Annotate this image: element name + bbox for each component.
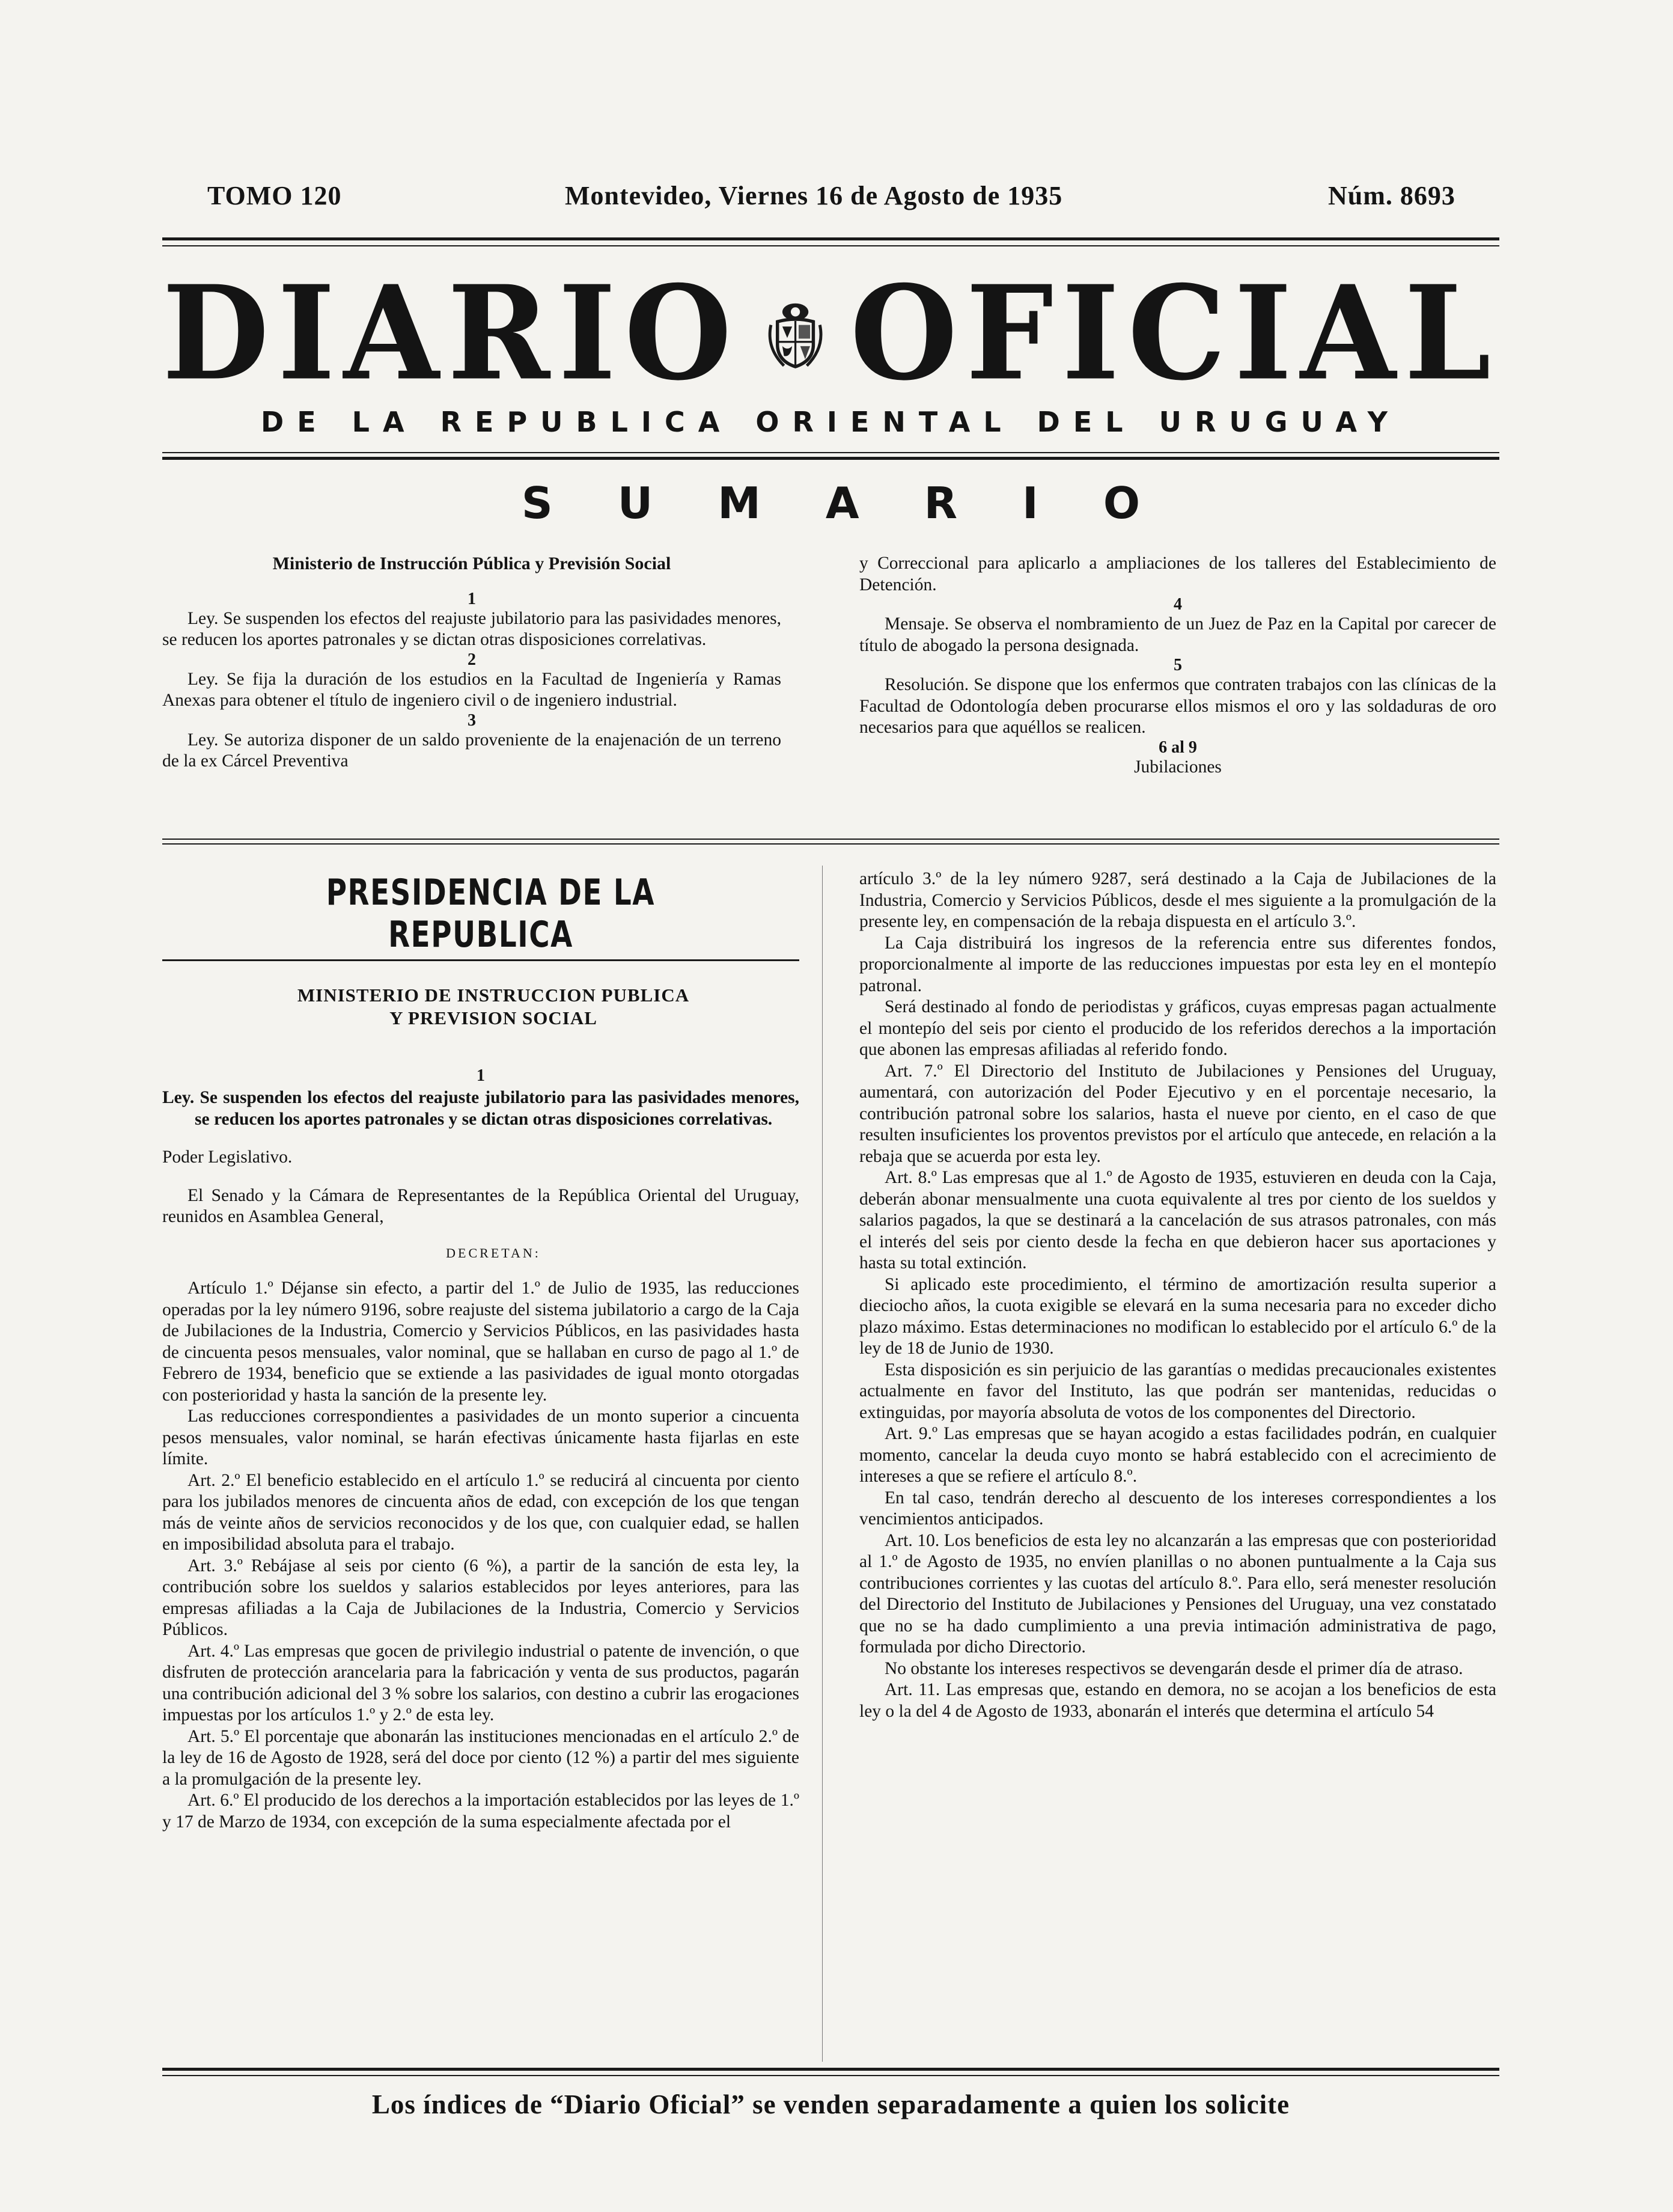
article-paragraph: Art. 9.º Las empresas que se hayan acogido a estas facilidades podrán, en cualquier momento, cancelar la deuda cuyo monto se habrá establecido con el acrecimiento de intereses a que se refiere el artículo 8.º. — [859, 1424, 1496, 1486]
main-right-column — [859, 869, 1496, 1722]
sumario-item: Resolución. Se dispone que los enfermos que contraten trabajos con las clínicas de la Facultad de Odontología deben procurarse ellos mismos el oro y las soldaduras de oro necesarios para que aquéllos se realicen. — [859, 675, 1496, 737]
sumario-left-column — [162, 553, 781, 772]
law-title-text: Se suspenden los efectos del reajuste jubilatorio para las pasividades menores, se reducen los aportes patronales y se dictan otras disposiciones correlativas. — [195, 1088, 800, 1129]
sumario-item: Jubilaciones — [1134, 757, 1222, 777]
masthead — [162, 257, 1499, 409]
article-paragraph: Art. 8.º Las empresas que al 1.º de Agosto de 1935, estuvieren en deuda con la Caja, deberán abonar mensualmente una cuota equivalente al tres por ciento de los sueldos y salarios pagados, la que se destinará a la cancelación de sus atrasos patronales, con más el interés del seis por ciento desde la fecha en que debieron hacer sus aportaciones y hasta su total extinción. — [859, 1168, 1496, 1273]
footer-rule — [162, 2068, 1499, 2071]
poder-legislativo: Poder Legislativo. — [162, 1147, 293, 1167]
sumario-item-continuation: y Correccional para aplicarlo a ampliaciones de los talleres del Establecimiento de Detención. — [859, 554, 1496, 594]
article-paragraph: Si aplicado este procedimiento, el término de amortización resulta superior a dieciocho años, la cuota exigible se elevará en la suma necesaria para no exceder dicho plazo máximo. Estas determinaciones no modifican lo establecido por el artículo 6.º de la ley de 18 de Junio de 1930. — [859, 1274, 1496, 1358]
article-paragraph: La Caja distribuirá los ingresos de la referencia entre sus diferentes fondos, proporcionalmente al importe de las reducciones impuestas por esta ley en el montepío patronal. — [859, 933, 1496, 995]
sumario-item: Ley. Se suspenden los efectos del reajuste jubilatorio para las pasividades menores, se reducen los aportes patronales y se dictan otras disposiciones correlativas. — [162, 608, 781, 649]
decretan: DECRETAN: — [446, 1245, 541, 1260]
article-paragraph: Será destinado al fondo de periodistas y gráficos, cuyas empresas pagan actualmente el montepío del seis por ciento el producido de los referidos derechos a la importación que abonen las empresas afiliadas al referido fondo. — [859, 997, 1496, 1059]
main-left-column — [162, 872, 799, 1833]
masthead-rule-thin — [162, 452, 1499, 453]
header-rule — [162, 237, 1499, 240]
article-paragraph: Las reducciones correspondientes a pasividades de un monto superior a cincuenta pesos mensuales, valor nominal, se harán efectivas únicamente hasta fijarlas en este límite. — [162, 1407, 799, 1468]
sumario-ministry: Ministerio de Instrucción Pública y Previsión Social — [272, 554, 671, 573]
article-paragraph: Artículo 1.º Déjanse sin efecto, a partir del 1.º de Julio de 1935, las reducciones operadas por la ley número 9196, sobre reajuste del sistema jubilatorio a cargo de la Caja de Jubilaciones de la Industria, Comercio y Servicios Públicos, en las pasividades hasta de cincuenta pesos mensuales, valor nominal, que se hallaban en curso de pago al 1.º de Febrero de 1934, beneficio que se extiende a las pasividades de igual monto otorgadas con posterioridad y hasta la sanción de la presente ley. — [162, 1279, 799, 1405]
article-paragraph: Art. 10. Los beneficios de esta ley no alcanzarán a las empresas que con posterioridad al 1.º de Agosto de 1935, no envíen planillas o no abonen puntualmente a la Caja sus contribuciones corrientes y las cuotas del artículo 8.º. Para ello, será menester resolución del Directorio del Instituto de Jubilaciones y Pensiones del Uruguay, una vez constatado que no se ha dado cumplimiento a una previa intimación administrativa de pago, formulada por dicho Directorio. — [859, 1530, 1496, 1657]
footer-notice: Los índices de “Diario Oficial” se venden separadamente a quien los solicite — [371, 2089, 1290, 2119]
section-title: PRESIDENCIA DE LA REPUBLICA — [326, 872, 656, 956]
article-paragraph: Art. 6.º El producido de los derechos a la importación establecidos por las leyes de 1.º y 17 de Marzo de 1934, con excepción de la suma especialmente afectada por el — [162, 1791, 799, 1832]
article-paragraph: Art. 4.º Las empresas que gocen de privilegio industrial o patente de invención, o que disfruten de protección arancelaria para la fabricación y venta de sus productos, pagarán una contribución adicional del 3 % sobre los salarios, con destino a cubrir las erogaciones impuestas por los artículos 1.º y 2.º de esta ley. — [162, 1641, 799, 1725]
sumario-title: SUMARIO — [521, 478, 1205, 528]
issue-number: Núm. 8693 — [1328, 181, 1455, 210]
volume-label: TOMO 120 — [207, 181, 342, 210]
article-paragraph: Art. 3.º Rebájase al seis por ciento (6 %), a partir de la sanción de esta ley, la contribución sobre los sueldos y salarios establecidos por leyes anteriores, para las empresas afiliadas a la Caja de Jubilaciones de la Industria, Comercio y Servicios Públicos. — [162, 1556, 799, 1639]
masthead-right-word: OFICIAL — [850, 257, 1499, 409]
article-paragraph: Art. 7.º El Directorio del Instituto de Jubilaciones y Pensiones del Uruguay, aumentará, con autorización del Poder Ejecutivo y en el porcentaje necesario, la contribución patronal sobre los salarios, hasta el nueve por ciento, en el caso de que resulten insuficientes los proventos previstos por el artículo que antecede, en relación a la rebaja que se acuerda por esta ley. — [859, 1061, 1496, 1166]
sumario-item-number: 4 — [1174, 595, 1182, 614]
sumario-item-number: 2 — [468, 650, 476, 669]
sumario-rule-thin — [162, 839, 1499, 840]
ministry-heading-line2: Y PREVISION SOCIAL — [389, 1007, 597, 1028]
article-paragraph: Esta disposición es sin perjuicio de las garantías o medidas precaucionales existentes actualmente en favor del Instituto, las que podrán ser mantenidas, reducidas o extinguidas, por mayoría absoluta de votos de los componentes del Directorio. — [859, 1360, 1496, 1422]
article-paragraph: En tal caso, tendrán derecho al descuento de los intereses correspondientes a los vencimientos anticipados. — [859, 1488, 1496, 1529]
header-rule-thin — [162, 245, 1499, 246]
masthead-rule — [162, 457, 1499, 460]
column-divider — [822, 866, 823, 2062]
sumario-item-number: 5 — [1174, 656, 1182, 674]
article-paragraph: Art. 5.º El porcentaje que abonarán las instituciones mencionadas en el artículo 2.º de la ley de 16 de Agosto de 1928, será del doce por ciento (12 %) a partir del mes siguiente a la promulgación de la presente ley. — [162, 1726, 799, 1789]
sumario-item: Mensaje. Se observa el nombramiento de un Juez de Paz en la Capital por carecer de título de abogado la persona designada. — [859, 614, 1496, 655]
section-title-rule — [162, 959, 799, 961]
sumario-rule — [162, 843, 1499, 845]
sumario-item: Ley. Se autoriza disponer de un saldo proveniente de la enajenación de un terreno de la ex Cárcel Preventiva — [162, 730, 781, 771]
article-paragraph: Art. 11. Las empresas que, estando en demora, no se acojan a los beneficios de esta ley o la del 4 de Agosto de 1933, abonarán el interés que determina el artículo 54 — [859, 1680, 1496, 1721]
article-paragraph: No obstante los intereses respectivos se devengarán desde el primer día de atraso. — [885, 1658, 1463, 1678]
sumario-right-column — [859, 553, 1496, 778]
article-paragraph: Art. 2.º El beneficio establecido en el artículo 1.º se reducirá al cincuenta por ciento para los jubilados menores de cincuenta años de edad, con excepción de los que tengan más de veinte años de servicios reconocidos y de los que, con cualquier edad, se hallen en imposibilidad absoluta para el trabajo. — [162, 1470, 799, 1554]
masthead-subtitle: DE LA REPUBLICA ORIENTAL DEL URUGUAY — [261, 406, 1401, 438]
sumario-item-number: 3 — [468, 710, 476, 730]
law-number: 1 — [477, 1066, 485, 1085]
article-paragraph: artículo 3.º de la ley número 9287, será destinado a la Caja de Jubilaciones de la Industria, Comercio y Servicios Públicos, desde el mes siguiente a la promulgación de la presente ley, en compensación de la rebaja dispuesta en el artículo 3.º. — [859, 869, 1496, 931]
law-lead: Ley. — [162, 1088, 195, 1107]
sumario-item-number: 6 al 9 — [1159, 738, 1197, 757]
masthead-left-word: DIARIO — [162, 257, 740, 409]
law-title — [162, 1087, 799, 1130]
preamble: El Senado y la Cámara de Representantes de la República Oriental del Uruguay, reunidos en Asamblea General, — [162, 1185, 799, 1226]
sumario-item-number: 1 — [468, 589, 476, 608]
sumario-item: Ley. Se fija la duración de los estudios en la Facultad de Ingeniería y Ramas Anexas para obtener el título de ingeniero civil o de ingeniero industrial. — [162, 669, 781, 710]
ministry-heading-line1: MINISTERIO DE INSTRUCCION PUBLICA — [297, 985, 690, 1006]
dateline: Montevideo, Viernes 16 de Agosto de 1935 — [565, 181, 1063, 210]
coat-of-arms-seal-icon — [764, 269, 826, 399]
footer-rule-thin — [162, 2075, 1499, 2076]
